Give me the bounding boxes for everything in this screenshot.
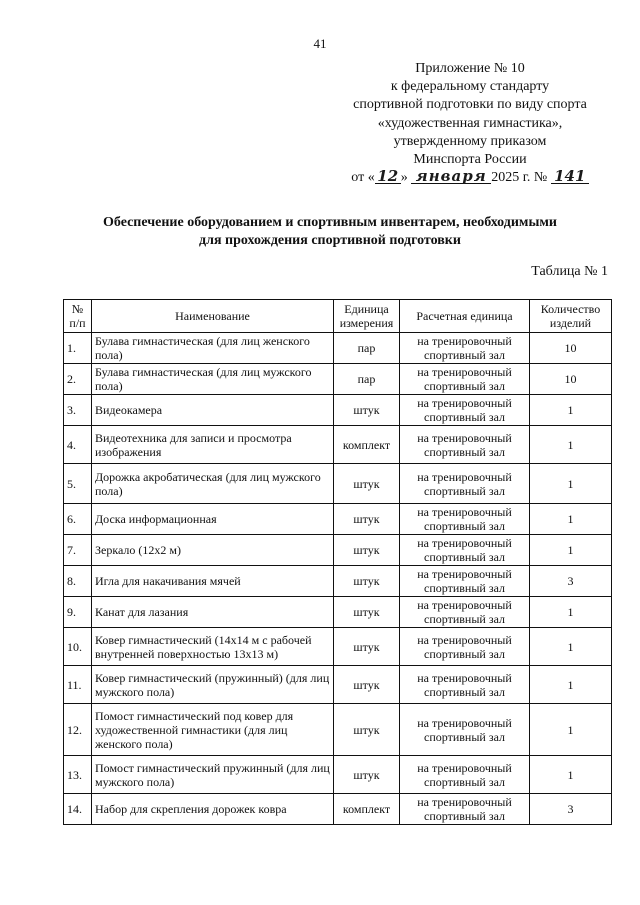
row-number: 9. — [64, 597, 92, 628]
row-number: 7. — [64, 535, 92, 566]
item-name: Канат для лазания — [92, 597, 334, 628]
item-quantity: 1 — [530, 504, 612, 535]
item-unit: комплект — [334, 794, 400, 825]
item-unit: штук — [334, 756, 400, 794]
item-name: Дорожка акробатическая (для лиц мужского пола) — [92, 464, 334, 504]
item-name: Доска информационная — [92, 504, 334, 535]
order-month: января — [411, 169, 491, 184]
item-unit: штук — [334, 395, 400, 426]
appendix-line: спортивной подготовки по виду спорта — [353, 97, 587, 113]
item-unit: штук — [334, 566, 400, 597]
row-number: 12. — [64, 704, 92, 756]
table-label: Таблица № 1 — [531, 264, 608, 279]
item-quantity: 1 — [530, 395, 612, 426]
item-quantity: 1 — [530, 666, 612, 704]
row-number: 8. — [64, 566, 92, 597]
table-body — [64, 333, 612, 825]
item-calc-unit: на тренировочный спортивный зал — [400, 628, 530, 666]
header-num: № п/п — [64, 300, 92, 333]
table-row — [64, 364, 612, 395]
item-name: Зеркало (12х2 м) — [92, 535, 334, 566]
item-quantity: 10 — [530, 364, 612, 395]
item-name: Булава гимнастическая (для лиц мужского пола) — [92, 364, 334, 395]
item-unit: комплект — [334, 426, 400, 464]
item-quantity: 1 — [530, 464, 612, 504]
date-prefix: от « — [351, 170, 375, 186]
item-name: Ковер гимнастический (пружинный) (для лиц мужского пола) — [92, 666, 334, 704]
item-quantity: 1 — [530, 426, 612, 464]
table-row — [64, 535, 612, 566]
item-calc-unit: на тренировочный спортивный зал — [400, 504, 530, 535]
item-unit: штук — [334, 504, 400, 535]
appendix-line: Минспорта России — [413, 152, 527, 168]
item-name: Помост гимнастический под ковер для художественной гимнастики (для лиц женского пола) — [92, 704, 334, 756]
item-name: Набор для скрепления дорожек ковра — [92, 794, 334, 825]
year-suffix: 2025 г. № — [491, 170, 548, 186]
item-quantity: 3 — [530, 566, 612, 597]
item-name: Помост гимнастический пружинный (для лиц мужского пола) — [92, 756, 334, 794]
table-row — [64, 794, 612, 825]
item-quantity: 1 — [530, 597, 612, 628]
table-row — [64, 504, 612, 535]
order-date-line — [340, 169, 600, 187]
equipment-table — [63, 299, 612, 825]
item-calc-unit: на тренировочный спортивный зал — [400, 464, 530, 504]
row-number: 3. — [64, 395, 92, 426]
header-calc: Расчетная единица — [400, 300, 530, 333]
row-number: 13. — [64, 756, 92, 794]
row-number: 6. — [64, 504, 92, 535]
table-row — [64, 426, 612, 464]
table-row — [64, 628, 612, 666]
item-unit: пар — [334, 333, 400, 364]
item-quantity: 1 — [530, 535, 612, 566]
item-name: Ковер гимнастический (14х14 м с рабочей внутренней поверхностью 13х13 м) — [92, 628, 334, 666]
table-row — [64, 666, 612, 704]
row-number: 2. — [64, 364, 92, 395]
row-number: 14. — [64, 794, 92, 825]
table-row — [64, 756, 612, 794]
item-unit: штук — [334, 628, 400, 666]
appendix-block — [340, 60, 600, 187]
item-unit: штук — [334, 535, 400, 566]
table-row — [64, 395, 612, 426]
item-name: Видеотехника для записи и просмотра изображения — [92, 426, 334, 464]
item-calc-unit: на тренировочный спортивный зал — [400, 566, 530, 597]
table-row — [64, 704, 612, 756]
row-number: 1. — [64, 333, 92, 364]
item-calc-unit: на тренировочный спортивный зал — [400, 535, 530, 566]
item-quantity: 1 — [530, 704, 612, 756]
row-number: 4. — [64, 426, 92, 464]
item-unit: штук — [334, 666, 400, 704]
table-header-row — [64, 300, 612, 333]
order-number: 141 — [551, 169, 589, 184]
appendix-line: Приложение № 10 — [415, 61, 525, 76]
order-day: 12 — [375, 169, 401, 184]
item-calc-unit: на тренировочный спортивный зал — [400, 333, 530, 364]
item-quantity: 1 — [530, 756, 612, 794]
item-calc-unit: на тренировочный спортивный зал — [400, 364, 530, 395]
title-line: Обеспечение оборудованием и спортивным инвентарем, необходимыми — [103, 215, 557, 230]
title-line: для прохождения спортивной подготовки — [199, 233, 461, 248]
date-mid: » — [400, 170, 408, 186]
item-calc-unit: на тренировочный спортивный зал — [400, 794, 530, 825]
row-number: 5. — [64, 464, 92, 504]
table-row — [64, 464, 612, 504]
item-unit: штук — [334, 597, 400, 628]
table-row — [64, 566, 612, 597]
item-name: Игла для накачивания мячей — [92, 566, 334, 597]
item-name: Булава гимнастическая (для лиц женского пола) — [92, 333, 334, 364]
item-calc-unit: на тренировочный спортивный зал — [400, 666, 530, 704]
item-quantity: 1 — [530, 628, 612, 666]
table-row — [64, 597, 612, 628]
header-unit: Единица измерения — [334, 300, 400, 333]
page-number: 41 — [313, 36, 327, 51]
appendix-line: «художественная гимнастика», — [377, 115, 563, 131]
item-calc-unit: на тренировочный спортивный зал — [400, 426, 530, 464]
item-calc-unit: на тренировочный спортивный зал — [400, 756, 530, 794]
row-number: 10. — [64, 628, 92, 666]
document-title — [40, 214, 620, 250]
item-calc-unit: на тренировочный спортивный зал — [400, 597, 530, 628]
item-unit: штук — [334, 464, 400, 504]
item-name: Видеокамера — [92, 395, 334, 426]
item-quantity: 3 — [530, 794, 612, 825]
table-row — [64, 333, 612, 364]
header-qty: Количество изделий — [530, 300, 612, 333]
item-calc-unit: на тренировочный спортивный зал — [400, 395, 530, 426]
appendix-line: утвержденному приказом — [393, 133, 547, 149]
header-name: Наименование — [92, 300, 334, 333]
row-number: 11. — [64, 666, 92, 704]
item-quantity: 10 — [530, 333, 612, 364]
appendix-line: к федеральному стандарту — [390, 79, 550, 95]
item-unit: пар — [334, 364, 400, 395]
item-unit: штук — [334, 704, 400, 756]
item-calc-unit: на тренировочный спортивный зал — [400, 704, 530, 756]
